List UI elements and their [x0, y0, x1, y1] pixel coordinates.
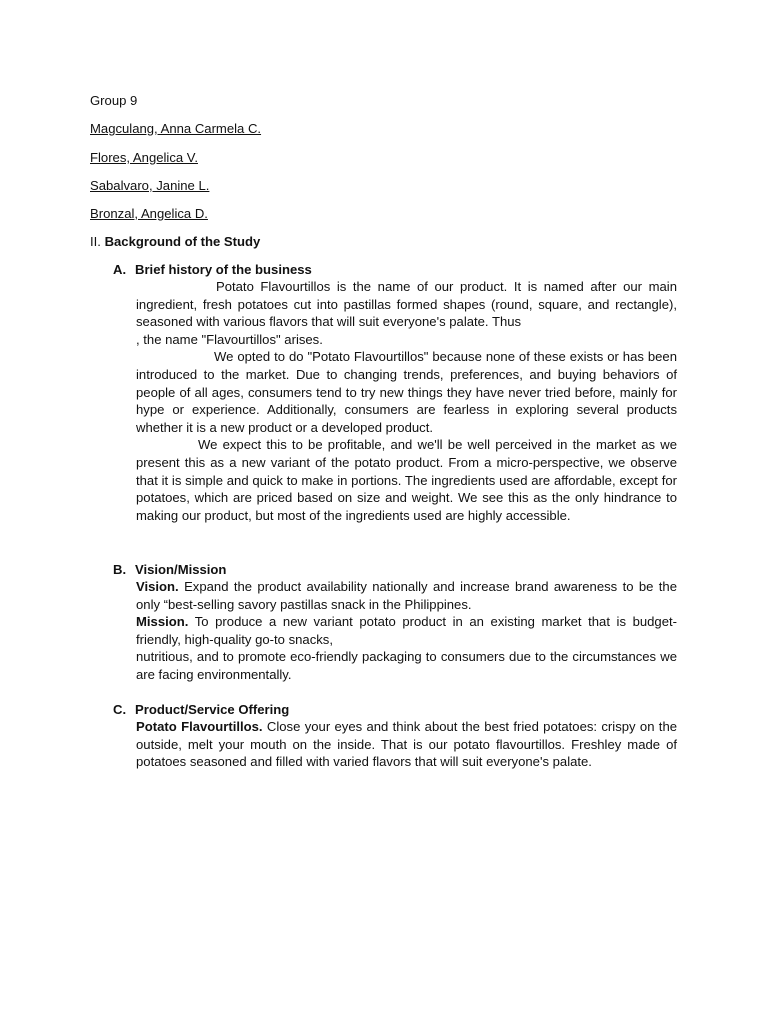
group-label: Group 9 — [90, 93, 138, 108]
mission-label: Mission. — [136, 614, 189, 630]
subsection-letter: B. — [113, 562, 127, 577]
subsection-c-heading — [113, 702, 289, 718]
subsection-title: Vision/Mission — [135, 562, 227, 577]
subsection-a-body — [136, 278, 677, 524]
member-name: Flores, Angelica V. — [90, 150, 198, 165]
product-text: Close your eyes and think about the best fried potatoes: crispy on the outside, melt your mouth on the inside. That is our potato flavourtillos. Freshley made of potatoes seasoned and filled with varied flavors that will suit everyone's palate. — [136, 719, 678, 770]
section-number: II. — [90, 234, 101, 249]
vision-text: Expand the product availability nationally and increase brand awareness to be the only “best-selling savory pastillas snack in the Philippines. — [136, 579, 677, 612]
subsection-b-body — [136, 578, 677, 684]
history-paragraph-1: Potato Flavourtillos is the name of our product. It is named after our main ingredient, fresh potatoes cut into pastillas formed shapes (round, square, and rectangle), seasoned with various flavors that will suit everyone's palate. Thus — [136, 279, 677, 330]
vision-label: Vision. — [136, 579, 179, 594]
section-heading — [90, 234, 260, 250]
subsection-letter: C. — [113, 702, 127, 717]
product-paragraph — [136, 718, 677, 771]
section-title: Background of the Study — [104, 234, 261, 249]
vision-paragraph — [136, 578, 677, 613]
history-paragraph-2: We opted to do "Potato Flavourtillos" because none of these exists or has been introduced to the market. Due to changing trends, preferences, and buying behaviors of people of all ages, consumers tend to try new things they have never tried before, mainly for hype or experience. Additionally, consumers are fearless in exploring several products whether it is a new product or a developed product. — [136, 349, 677, 435]
member-name: Sabalvaro, Janine L. — [90, 178, 210, 193]
mission-paragraph-cont: nutritious, and to promote eco-friendly packaging to consumers due to the circumstances we are facing environmentally. — [136, 649, 677, 682]
subsection-title: Product/Service Offering — [135, 702, 290, 717]
history-paragraph-3: We expect this to be profitable, and we'll be well perceived in the market as we present this as a new variant of the potato product. From a micro-perspective, we observe that it is simple and quick to make in portions. The ingredients used are affordable, except for potatoes, which are priced based on size and weight. We see this as the only hindrance to making our product, but most of the ingredients used are highly accessible. — [136, 437, 677, 523]
mission-paragraph — [136, 613, 677, 648]
member-name: Magculang, Anna Carmela C. — [90, 121, 262, 136]
subsection-b-heading — [113, 562, 226, 578]
subsection-c-body — [136, 718, 677, 771]
history-paragraph-1-cont: , the name "Flavourtillos" arises. — [136, 331, 323, 347]
product-label: Potato Flavourtillos. — [136, 719, 263, 734]
subsection-title: Brief history of the business — [135, 262, 312, 277]
subsection-letter: A. — [113, 262, 127, 277]
member-name: Bronzal, Angelica D. — [90, 206, 208, 221]
subsection-a-heading — [113, 262, 312, 278]
mission-text: To produce a new variant potato product in an existing market that is budget-friendly, high-quality go-to snacks, — [136, 614, 677, 647]
